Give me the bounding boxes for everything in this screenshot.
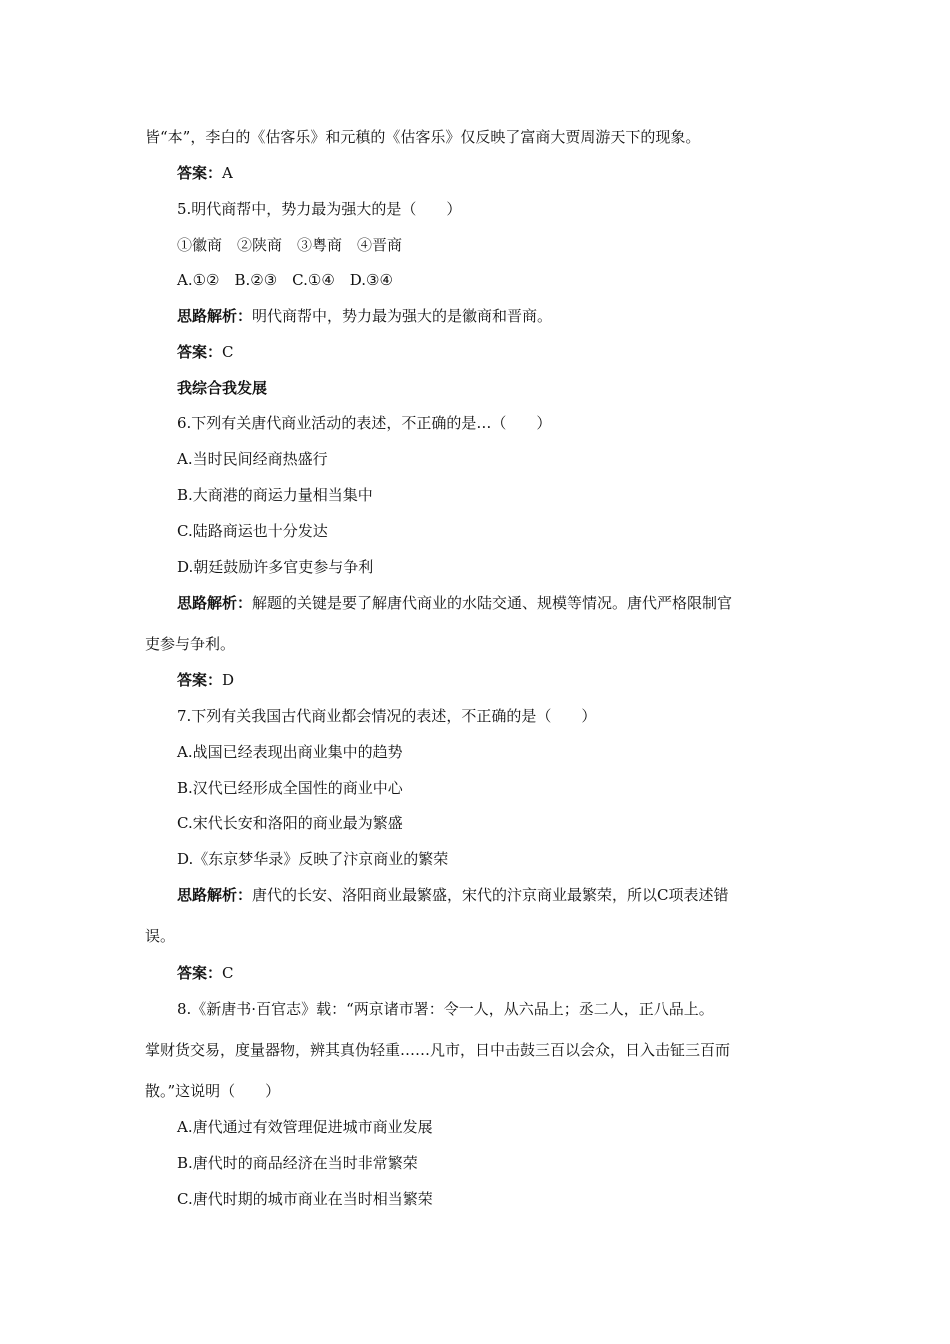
answer-value: A <box>222 164 233 182</box>
analysis-continuation: 误。 <box>145 927 176 945</box>
analysis-line <box>177 885 729 905</box>
question-8-continuation: 散。”这说明（ ） <box>145 1082 281 1100</box>
option-b: B.唐代时的商品经济在当时非常繁荣 <box>177 1154 418 1172</box>
question-8-continuation: 掌财货交易，度量器物，辨其真伪轻重……凡市，日中击鼓三百以会众，日入击钲三百而 <box>145 1041 731 1059</box>
question-5: 5.明代商帮中，势力最为强大的是（ ） <box>177 200 462 218</box>
option-a: A.当时民间经商热盛行 <box>177 450 328 468</box>
option-b: B.大商港的商运力量相当集中 <box>177 486 373 504</box>
option-a: A.战国已经表现出商业集中的趋势 <box>177 743 403 761</box>
question-5-options: A.①② B.②③ C.①④ D.③④ <box>177 271 393 289</box>
question-8: 8.《新唐书·百官志》载：“两京诸市署：令一人，从六品上；丞二人，正八品上。 <box>177 1000 714 1018</box>
analysis-label: 思路解析： <box>177 594 253 612</box>
question-6: 6.下列有关唐代商业活动的表述，不正确的是…（ ） <box>177 414 552 432</box>
question-5-items: ①徽商 ②陕商 ③粤商 ④晋商 <box>177 236 403 254</box>
analysis-label: 思路解析： <box>177 307 253 325</box>
answer-label: 答案： <box>177 671 223 689</box>
option-c: C.唐代时期的城市商业在当时相当繁荣 <box>177 1190 433 1208</box>
answer-label: 答案： <box>177 164 223 182</box>
section-heading: 我综合我发展 <box>177 379 268 397</box>
answer-line <box>177 670 234 690</box>
option-d: D.朝廷鼓励许多官吏参与争利 <box>177 558 374 576</box>
option-a: A.唐代通过有效管理促进城市商业发展 <box>177 1118 433 1136</box>
option-c: C.陆路商运也十分发达 <box>177 522 328 540</box>
answer-line <box>177 963 234 983</box>
analysis-continuation: 吏参与争利。 <box>145 635 236 653</box>
answer-value: C <box>222 343 234 361</box>
answer-value: D <box>222 671 235 689</box>
answer-line <box>177 342 234 362</box>
option-d: D.《东京梦华录》反映了汴京商业的繁荣 <box>177 850 449 868</box>
analysis-text: 唐代的长安、洛阳商业最繁盛，宋代的汴京商业最繁荣，所以C项表述错 <box>252 886 729 904</box>
analysis-label: 思路解析： <box>177 886 253 904</box>
analysis-line <box>177 593 732 613</box>
analysis-text: 解题的关键是要了解唐代商业的水陆交通、规模等情况。唐代严格限制官 <box>252 594 733 612</box>
option-c: C.宋代长安和洛阳的商业最为繁盛 <box>177 814 403 832</box>
answer-label: 答案： <box>177 964 223 982</box>
text-line: 皆“本”，李白的《估客乐》和元稹的《估客乐》仅反映了富商大贾周游天下的现象。 <box>145 128 701 146</box>
analysis-text: 明代商帮中，势力最为强大的是徽商和晋商。 <box>252 307 553 325</box>
answer-value: C <box>222 964 234 982</box>
question-7: 7.下列有关我国古代商业都会情况的表述，不正确的是（ ） <box>177 707 597 725</box>
answer-line <box>177 163 233 183</box>
analysis-line <box>177 306 552 326</box>
option-b: B.汉代已经形成全国性的商业中心 <box>177 779 403 797</box>
answer-label: 答案： <box>177 343 223 361</box>
